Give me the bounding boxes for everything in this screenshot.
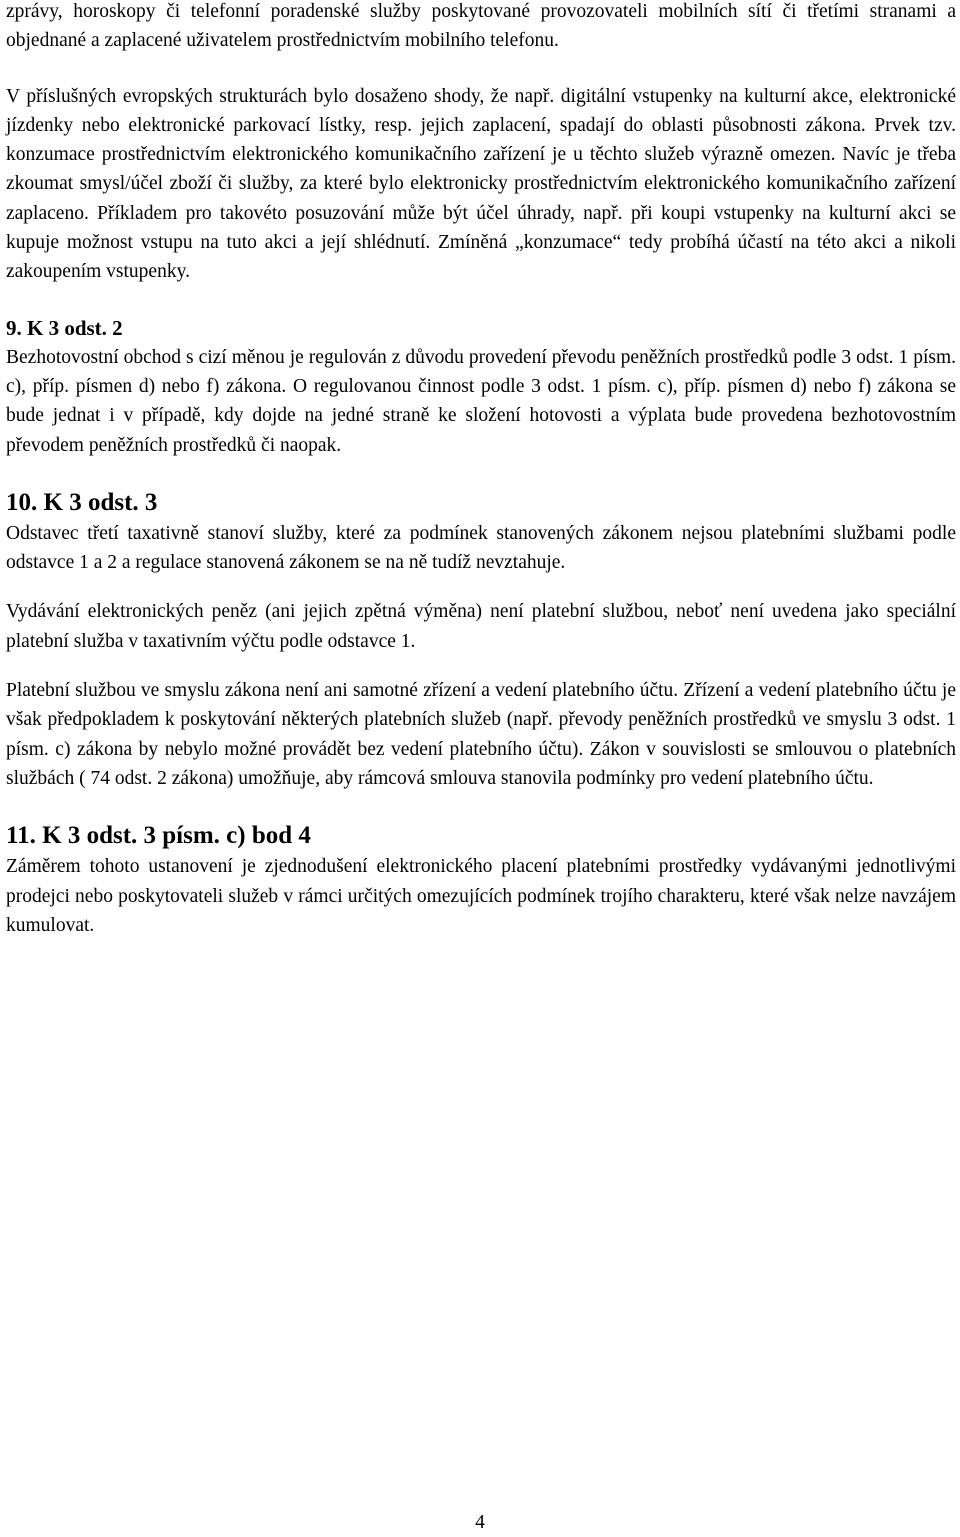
document-page [6,0,956,940]
paragraph-european-structures: V příslušných evropských strukturách bylo dosaženo shody, že např. digitální vstupenky na kulturní akce, elektronické jízdenky nebo elektronické parkovací lístky, resp. jejich zaplacení, spadají do oblasti působnosti zákona. Prvek tzv. konzumace prostřednictvím elektronického komunikačního zařízení je u těchto služeb výrazně omezen. Navíc je třeba zkoumat smysl/účel zboží či služby, za které bylo elektronicky prostřednictvím elektronického komunikačního zařízení zaplaceno. Příkladem pro takovéto posuzování může být účel úhrady, např. při koupi vstupenky na kulturní akci se kupuje možnost vstupu na tuto akci a její shlédnutí. Zmíněná „konzumace“ tedy probíhá účastí na této akci a nikoli zakoupením vstupenky. [6,85,956,283]
paragraph-cashless-exchange: Bezhotovostní obchod s cizí měnou je regulován z důvodu provedení převodu peněžních prostředků podle 3 odst. 1 písm. c), příp. písmen d) nebo f) zákona. O regulovanou činnost podle 3 odst. 1 písm. c), příp. písmen d) nebo f) zákona se bude jednat i v případě, kdy dojde na jedné straně ke složení hotovosti a výplata bude provedena bezhotovostním převodem peněžních prostředků či naopak. [6,346,956,456]
section-heading-10: 10. K 3 odst. 3 [6,488,158,516]
paragraph-simplification: Záměrem tohoto ustanovení je zjednodušení elektronického placení platebními prostředky vydávanými jednotlivými prodejci nebo poskytovateli služeb v rámci určitých omezujících podmínek trojího charakteru, které však nelze navzájem kumulovat. [6,856,956,936]
paragraph-electronic-money: Vydávání elektronických peněz (ani jejich zpětná výměna) není platební službou, neboť není uvedena jako speciální platební služba v taxativním výčtu podle odstavce 1. [6,601,956,652]
page-number: 4 [475,1512,485,1533]
paragraph-third-subsection: Odstavec třetí taxativně stanoví služby, které za podmínek stanovených zákonem nejsou platebními službami podle odstavce 1 a 2 a regulace stanovená zákonem se na ně tudíž nevztahuje. [6,522,956,574]
paragraph-payment-account: Platební službou ve smyslu zákona není ani samotné zřízení a vedení platebního účtu. Zřízení a vedení platebního účtu je však předpokladem k poskytování některých platebních služeb (např. převody peněžních prostředků ve smyslu 3 odst. 1 písm. c) zákona by nebylo možné provádět bez vedení platebního účtu). Zákon v souvislosti se smlouvou o platebních službách ( 74 odst. 2 zákona) umožňuje, aby rámcová smlouva stanovila podmínky pro vedení platebního účtu. [6,680,956,789]
paragraph-continuation: zprávy, horoskopy či telefonní poradenské služby poskytované provozovateli mobilních sítí či třetími stranami a objednané a zaplacené uživatelem prostřednictvím mobilního telefonu. [6,1,956,52]
section-heading-9: 9. K 3 odst. 2 [6,315,123,340]
section-heading-11: 11. K 3 odst. 3 písm. c) bod 4 [6,822,311,850]
